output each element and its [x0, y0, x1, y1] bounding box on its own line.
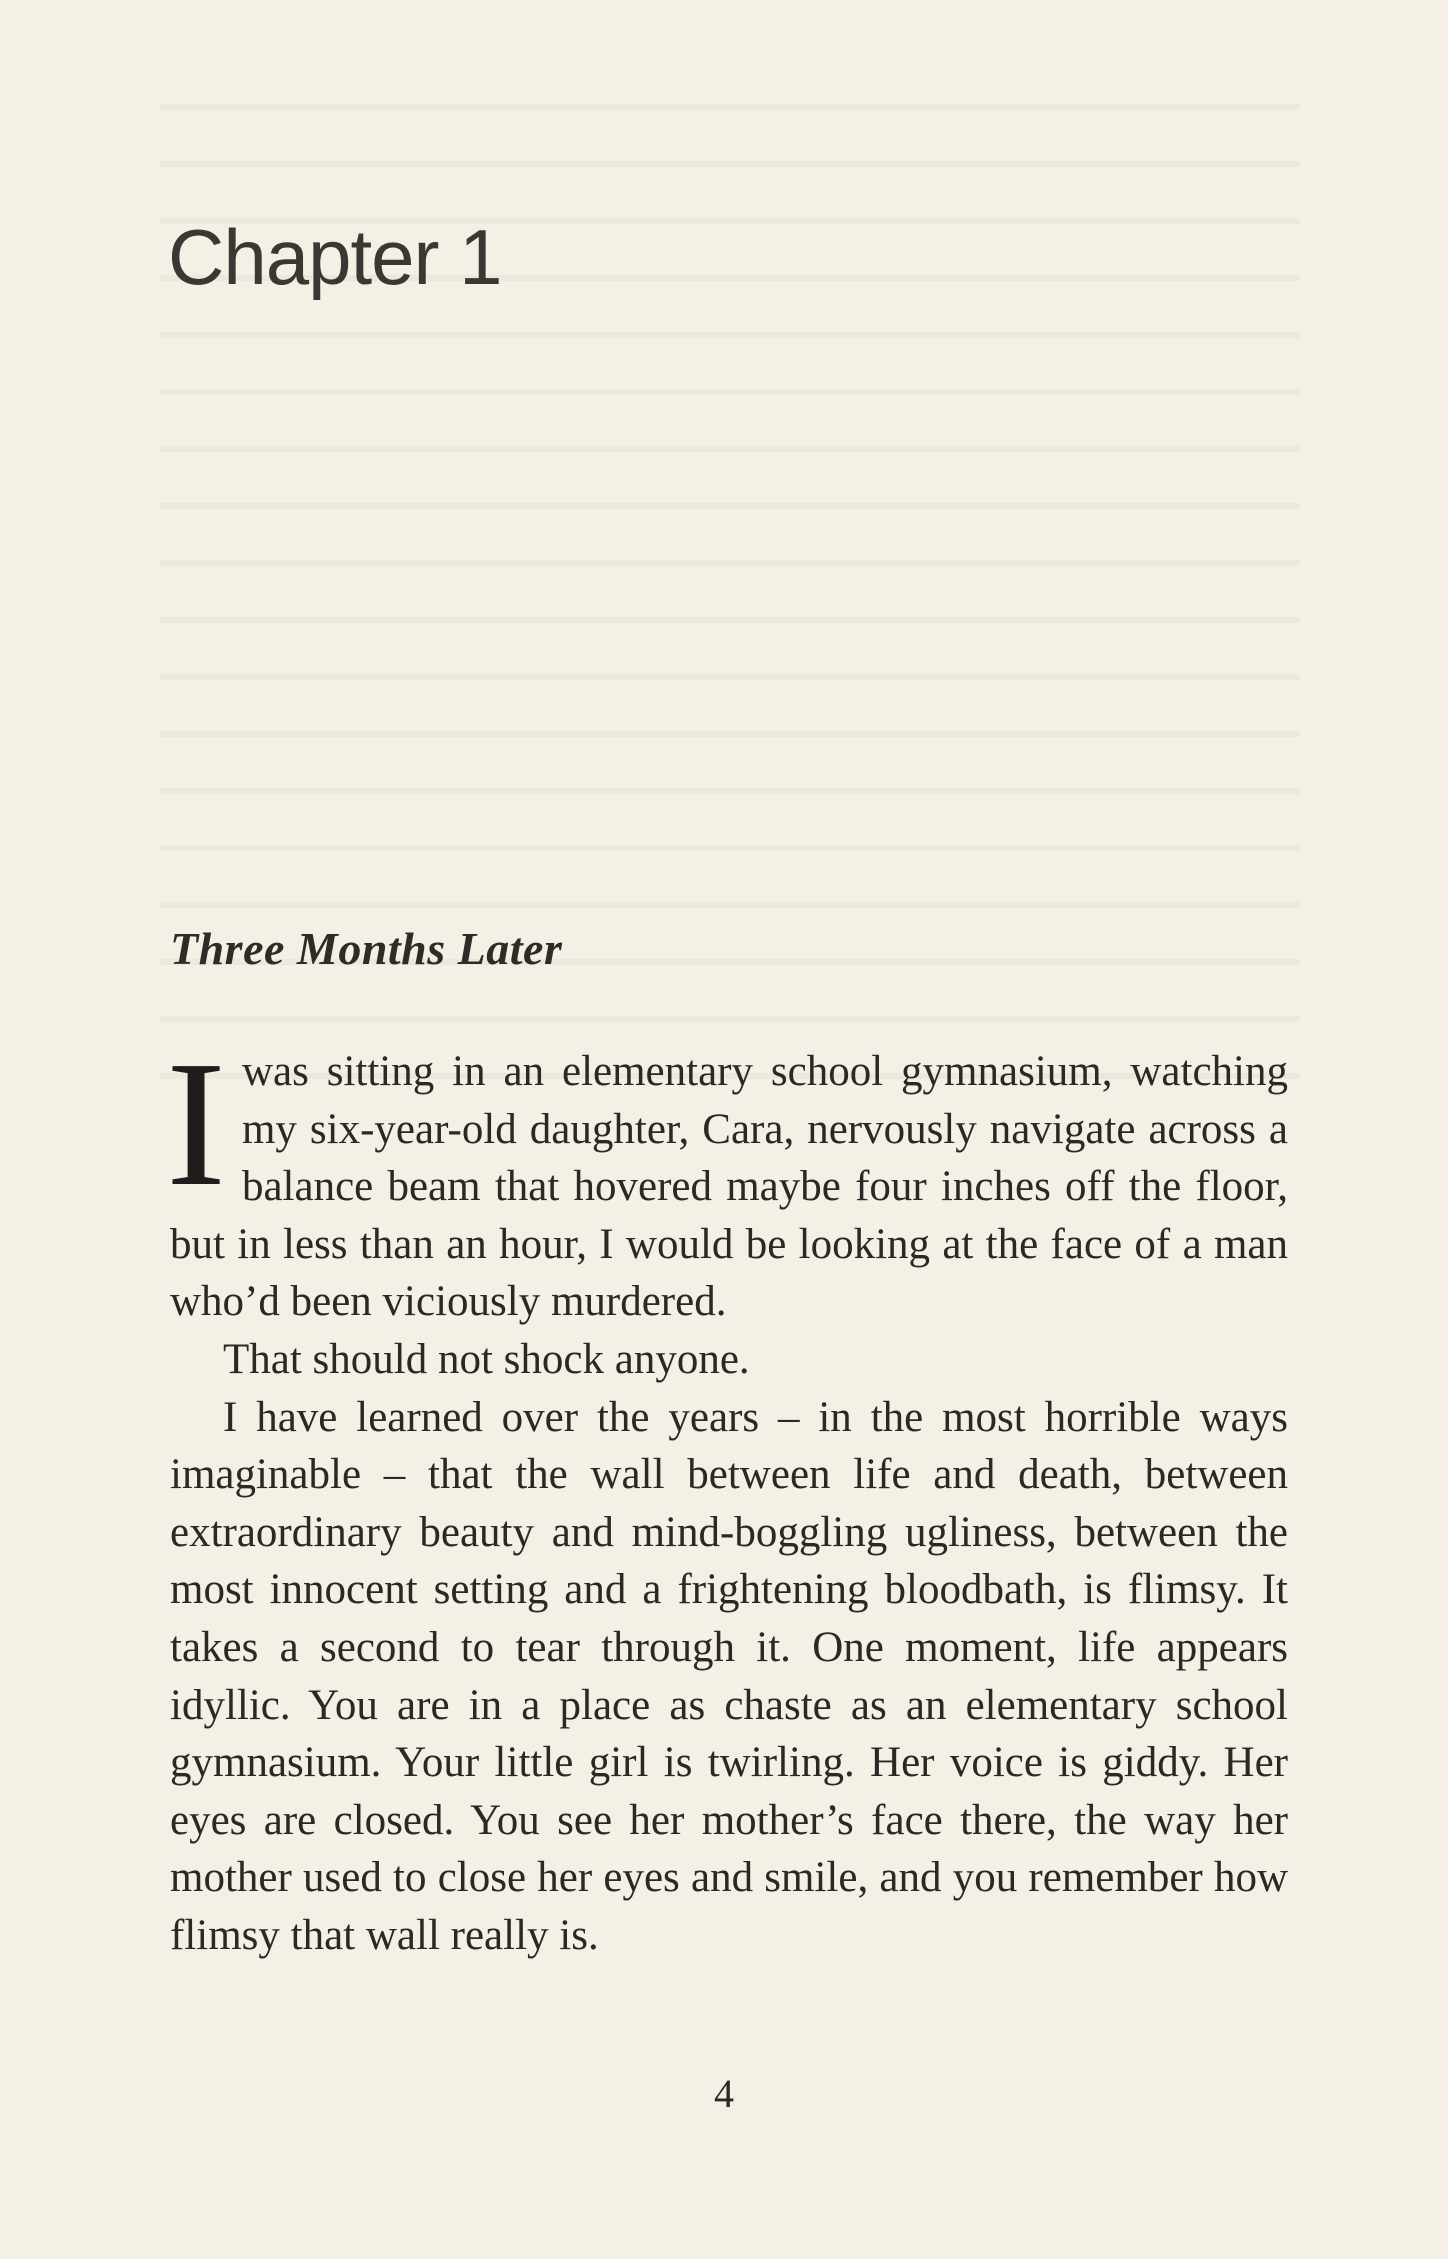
drop-cap: I — [166, 1024, 226, 1223]
body-text — [166, 1024, 1288, 1965]
opening-paragraph — [166, 1024, 1288, 1331]
paragraph-2: That should not shock anyone. — [223, 1335, 750, 1383]
paragraph-3: I have learned over the years – in the most horrible ways imaginable – that the wall between life and death, between extraordinary beauty and mind-boggling ugliness, between the most innocent setting and a frightening bloodbath, is flimsy. It takes a second to tear through it. One moment, life appears idyllic. You are in a place as chaste as an elementary school gymnasium. Your little girl is twirling. Her voice is giddy. Her eyes are closed. You see her mother’s face there, the way her mother used to close her eyes and smile, and you remember how flimsy that wall really is. — [170, 1393, 1288, 1959]
chapter-title: Chapter 1 — [168, 213, 502, 301]
opening-paragraph-text: was sitting in an elementary school gymnasium, watching my six-year-old daughter, Cara, nervously navigate across a balance beam that hovered maybe four inches off the floor, but in less than an hour, I would be looking at the face of a man who’d been viciously murdered. — [170, 1048, 1288, 1326]
section-heading: Three Months Later — [170, 923, 563, 974]
page-number: 4 — [714, 2071, 734, 2116]
